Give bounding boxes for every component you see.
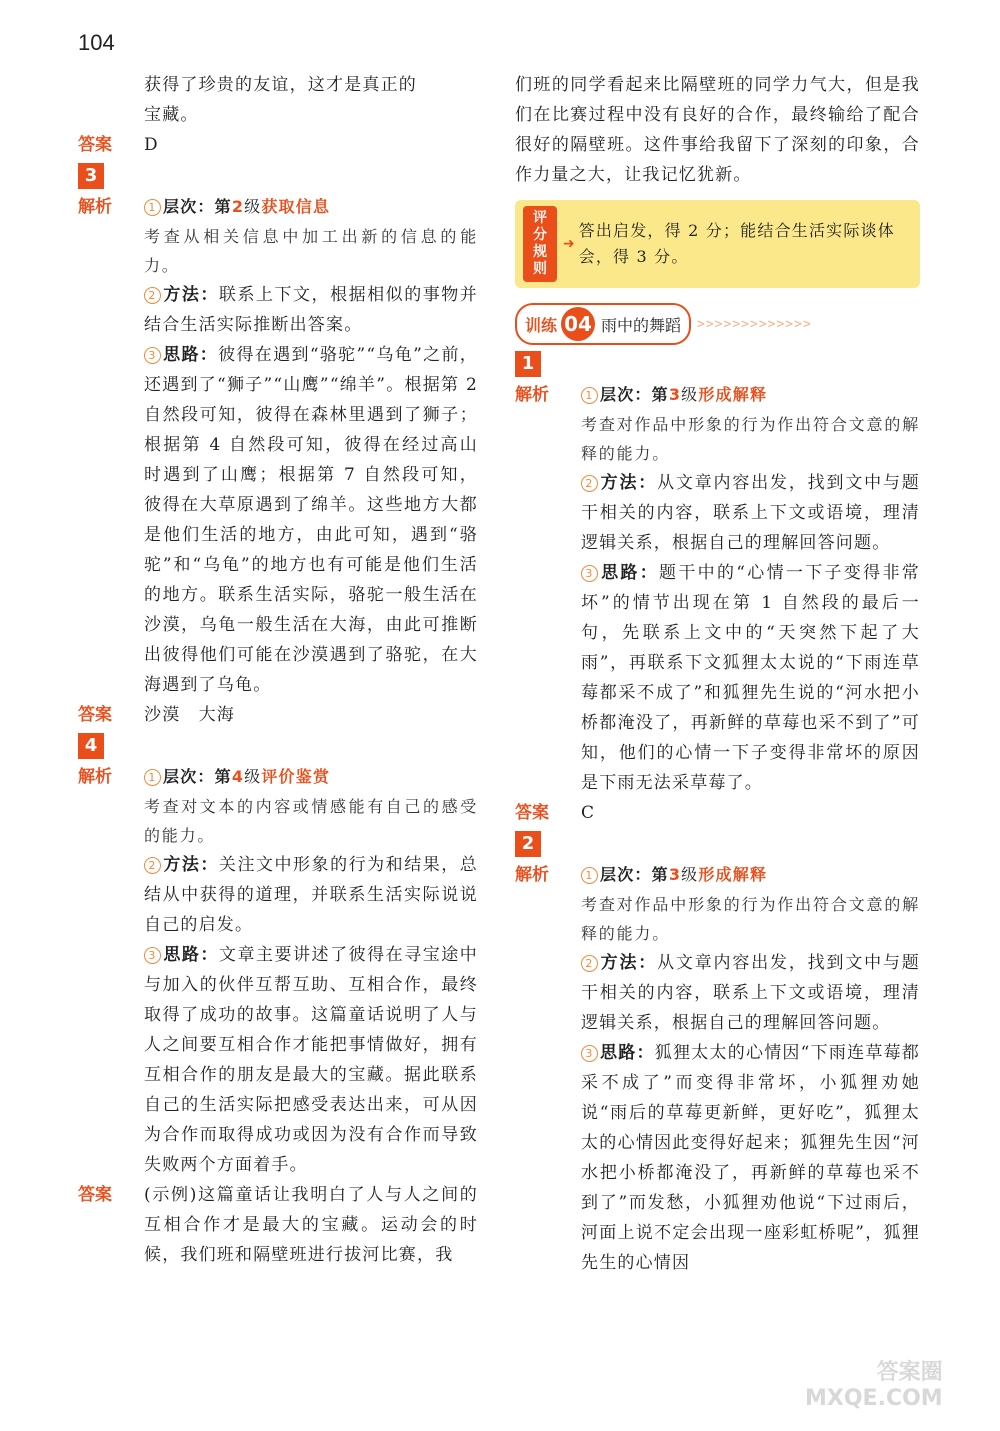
- answer-text: D: [144, 135, 159, 155]
- question-1-analysis: 解析 1 层次：第3级形成解释 考查对作品中形象的行为作出符合文意的解释的能力。 2 方法：从文章内容出发，找到文中与题干相关的内容，联系上下文或语境，理清逻辑关系，根据自己的理解回答问题。 3 思路：题干中的“心情一下子变得非常坏”的情节出现在第 1 自然段的最后一句，先联系上文中的“天突然下起了大雨”，再联系下文狐狸太太说的“下雨连草莓都采不成了”和狐狸先生说的“河水把小桥都淹没了，再新鲜的草莓也采不到了”可知，他们的心情一下子变得非常坏的原因是下雨无法采草莓了。: [515, 380, 920, 798]
- method: 2 方法：关注文中形象的行为和结果，总结从中获得的道理，并联系生活实际说说自己的启发。: [144, 855, 478, 935]
- chevrons-decoration: >>>>>>>>>>>>>: [697, 316, 812, 332]
- method: 2 方法：从文章内容出发，找到文中与题干相关的内容，联系上下文或语境，理清逻辑关系，根据自己的理解回答问题。: [581, 473, 920, 553]
- question-4-answer: 答案 (示例)这篇童话让我明白了人与人之间的互相合作才是最大的宝藏。运动会的时候，我们班和隔壁班进行拔河比赛，我: [78, 1185, 478, 1265]
- section-title: 雨中的舞蹈: [601, 315, 682, 335]
- scoring-badge: 评分 规则: [523, 206, 557, 282]
- scoring-rules-box: [515, 200, 920, 288]
- intro-line-1: 获得了珍贵的友谊，这才是真正的: [144, 75, 417, 95]
- method: 2 方法：从文章内容出发，找到文中与题干相关的内容，联系上下文或语境，理清逻辑关系，根据自己的理解回答问题。: [581, 953, 920, 1033]
- question-4-number: 4: [78, 730, 478, 762]
- circled-three-icon: 3: [144, 947, 161, 964]
- question-1-answer: 答案 C: [515, 803, 596, 823]
- level-desc: 考查对作品中形象的行为作出符合文意的解释的能力。: [581, 895, 920, 943]
- question-3-analysis: [78, 192, 478, 700]
- answer-tag: 答案: [78, 135, 112, 155]
- scoring-text: 答出启发，得 2 分；能结合生活实际谈体会，得 3 分。: [578, 221, 895, 266]
- circled-three-icon: 3: [144, 347, 161, 364]
- thinking: 3 思路：题干中的“心情一下子变得非常坏”的情节出现在第 1 自然段的最后一句，先联系上文中的“天突然下起了大雨”，再联系下文狐狸太太说的“下雨连草莓都采不成了”和狐狸先生说的“河水把小桥都淹没了，再新鲜的草莓也采不到了”可知，他们的心情一下子变得非常坏的原因是下雨无法采草莓了。: [581, 563, 920, 793]
- arrow-right-icon: ➜: [562, 236, 575, 252]
- circled-one-icon: 1: [144, 769, 161, 786]
- level-desc: 考查从相关信息中加工出新的信息的能力。: [144, 227, 478, 275]
- analysis-tag: 解析: [78, 197, 112, 217]
- level-line: 1 层次：第3级形成解释: [581, 380, 920, 410]
- circled-two-icon: 2: [144, 287, 161, 304]
- section-header: [515, 306, 920, 342]
- circled-one-icon: 1: [581, 867, 598, 884]
- level-line: 1 层次：第2级获取信息: [144, 192, 478, 222]
- level-line: 1 层次：第3级形成解释: [581, 860, 920, 890]
- page-number: 104: [78, 30, 115, 55]
- circled-one-icon: 1: [581, 387, 598, 404]
- question-3-answer: 答案 沙漠 大海: [78, 705, 235, 725]
- answer-prev: [78, 130, 478, 160]
- circled-one-icon: 1: [144, 199, 161, 216]
- intro-continuation: [78, 70, 478, 130]
- right-column: [515, 70, 920, 1278]
- level-line: 1 层次：第4级评价鉴赏: [144, 762, 478, 792]
- question-1-number: 1: [515, 348, 920, 380]
- left-column: [78, 70, 478, 1270]
- thinking: 3 思路：狐狸太太的心情因“下雨连草莓都采不成了”而变得非常坏，小狐狸劝她说“雨后的草莓更新鲜，更好吃”，狐狸太太的心情因此变得好起来；狐狸先生因“河水把小桥都淹没了，再新鲜的草莓也采不到了”而发愁，小狐狸劝他说“下过雨后，河面上说不定会出现一座彩虹桥呢”，狐狸先生的心情因: [581, 1043, 920, 1273]
- answer-continuation: 们班的同学看起来比隔壁班的同学力气大，但是我们在比赛过程中没有良好的合作，最终输给了配合很好的隔壁班。这件事给我留下了深刻的印象，合作力量之大，让我记忆犹新。: [515, 75, 920, 185]
- circled-three-icon: 3: [581, 1045, 598, 1062]
- question-4-analysis: 解析 1 层次：第4级评价鉴赏 考查对文本的内容或情感能有自己的感受的能力。 2 方法：关注文中形象的行为和结果，总结从中获得的道理，并联系生活实际说说自己的启发。 3 思路：文章主要讲述了彼得在寻宝途中与加入的伙伴互帮互助、互相合作，最终取得了成功的故事。这篇童话说明了人与人之间要互相合作才能把事情做好，拥有互相合作的朋友是最大的宝藏。据此联系自己的生活实际把感受表达出来，可从因为合作而取得成功或因为没有合作而导致失败两个方面着手。: [78, 762, 478, 1180]
- level-desc: 考查对作品中形象的行为作出符合文意的解释的能力。: [581, 415, 920, 463]
- circled-two-icon: 2: [581, 475, 598, 492]
- thinking: 3 思路：文章主要讲述了彼得在寻宝途中与加入的伙伴互帮互助、互相合作，最终取得了成功的故事。这篇童话说明了人与人之间要互相合作才能把事情做好，拥有互相合作的朋友是最大的宝藏。据此联系自己的生活实际把感受表达出来，可从因为合作而取得成功或因为没有合作而导致失败两个方面着手。: [144, 945, 478, 1175]
- question-3-number: 3: [78, 160, 478, 192]
- question-2-analysis: 解析 1 层次：第3级形成解释 考查对作品中形象的行为作出符合文意的解释的能力。 2 方法：从文章内容出发，找到文中与题干相关的内容，联系上下文或语境，理清逻辑关系，根据自己的理解回答问题。 3 思路：狐狸太太的心情因“下雨连草莓都采不成了”而变得非常坏，小狐狸劝她说“雨后的草莓更新鲜，更好吃”，狐狸太太的心情因此变得好起来；狐狸先生因“河水把小桥都淹没了，再新鲜的草莓也采不到了”而发愁，小狐狸劝他说“下过雨后，河面上说不定会出现一座彩虹桥呢”，狐狸先生的心情因: [515, 860, 920, 1278]
- circled-three-icon: 3: [581, 565, 598, 582]
- question-2-number: 2: [515, 828, 920, 860]
- section-number: 04: [561, 307, 595, 341]
- intro-line-2: 宝藏。: [144, 105, 199, 125]
- circled-two-icon: 2: [144, 857, 161, 874]
- method: 2 方法：联系上下文，根据相似的事物并结合生活实际推断出答案。: [144, 285, 478, 335]
- watermark: 答案圈 MXQE.COM: [805, 1360, 943, 1411]
- thinking: 3 思路：彼得在遇到“骆驼”“乌龟”之前，还遇到了“狮子”“山鹰”“绵羊”。根据第 2 自然段可知，彼得在森林里遇到了狮子；根据第 4 自然段可知，彼得在经过高山时遇到了山鹰；根据第 7 自然段可知，彼得在大草原遇到了绵羊。这些地方大都是他们生活的地方，由此可知，遇到“骆驼”和“乌龟”的地方也有可能是他们生活的地方。联系生活实际，骆驼一般生活在沙漠，乌龟一般生活在大海，由此可推断出彼得他们可能在沙漠遇到了骆驼，在大海遇到了乌龟。: [144, 345, 478, 695]
- level-desc: 考查对文本的内容或情感能有自己的感受的能力。: [144, 797, 478, 845]
- section-label: 训练: [525, 315, 558, 335]
- circled-two-icon: 2: [581, 955, 598, 972]
